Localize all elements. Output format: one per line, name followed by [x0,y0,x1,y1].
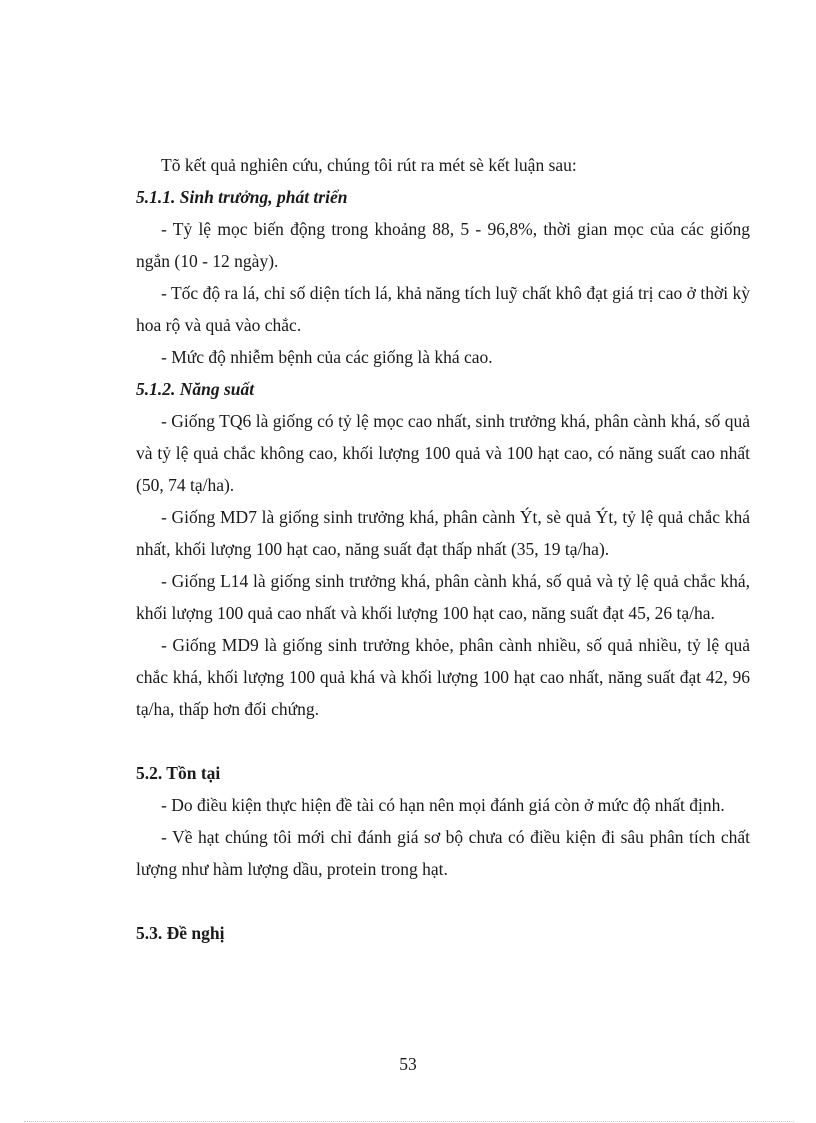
section-spacer [136,725,750,757]
paragraph-disease: - Mức độ nhiễm bệnh của các giống là khá cao. [161,347,493,367]
paragraph-leaf-growth: - Tốc độ ra lá, chỉ số diện tích lá, khả năng tích luỹ chất khô đạt giá trị cao ở thời kỳ hoa rộ và quả vào chắc. [136,283,750,335]
page-bottom-divider [24,1121,794,1122]
section-spacer [136,885,750,917]
intro-paragraph: Tõ kết quả nghiên cứu, chúng tôi rút ra mét sè kết luận sau: [161,155,577,175]
document-body [136,149,750,949]
paragraph-md7: - Giống MD7 là giống sinh trưởng khá, phân cành Ýt, sè quả Ýt, tỷ lệ quả chắc khá nhất, khối lượng 100 hạt cao, năng suất đạt thấp nhất (35, 19 tạ/ha). [136,507,750,559]
paragraph-germination: - Tỷ lệ mọc biến động trong khoảng 88, 5 - 96,8%, thời gian mọc của các giống ngắn (10 - 12 ngày). [136,219,750,271]
section-heading-5-1-1: 5.1.1. Sinh trưởng, phát triển [136,187,348,207]
page-number: 53 [399,1054,417,1074]
section-heading-5-2: 5.2. Tồn tại [136,763,221,783]
paragraph-md9: - Giống MD9 là giống sinh trưởng khỏe, phân cành nhiều, số quả nhiều, tỷ lệ quả chắc khá, khối lượng 100 quả khá và khối lượng 100 hạt cao nhất, năng suất đạt 42, 96 tạ/ha, thấp hơn đối chứng. [136,635,750,719]
paragraph-l14: - Giống L14 là giống sinh trưởng khá, phân cành khá, số quả và tỷ lệ quả chắc khá, khối lượng 100 quả cao nhất và khối lượng 100 hạt cao, năng suất đạt 45, 26 tạ/ha. [136,571,750,623]
paragraph-limitations-2: - Về hạt chúng tôi mới chỉ đánh giá sơ bộ chưa có điều kiện đi sâu phân tích chất lượng như hàm lượng dầu, protein trong hạt. [136,827,750,879]
section-heading-5-1-2: 5.1.2. Năng suất [136,379,255,399]
paragraph-tq6: - Giống TQ6 là giống có tỷ lệ mọc cao nhất, sinh trưởng khá, phân cành khá, số quả và tỷ lệ quả chắc không cao, khối lượng 100 quả và 100 hạt cao, có năng suất cao nhất (50, 74 tạ/ha). [136,411,750,495]
paragraph-limitations-1: - Do điều kiện thực hiện đề tài có hạn nên mọi đánh giá còn ở mức độ nhất định. [161,795,725,815]
section-heading-5-3: 5.3. Đề nghị [136,923,225,943]
